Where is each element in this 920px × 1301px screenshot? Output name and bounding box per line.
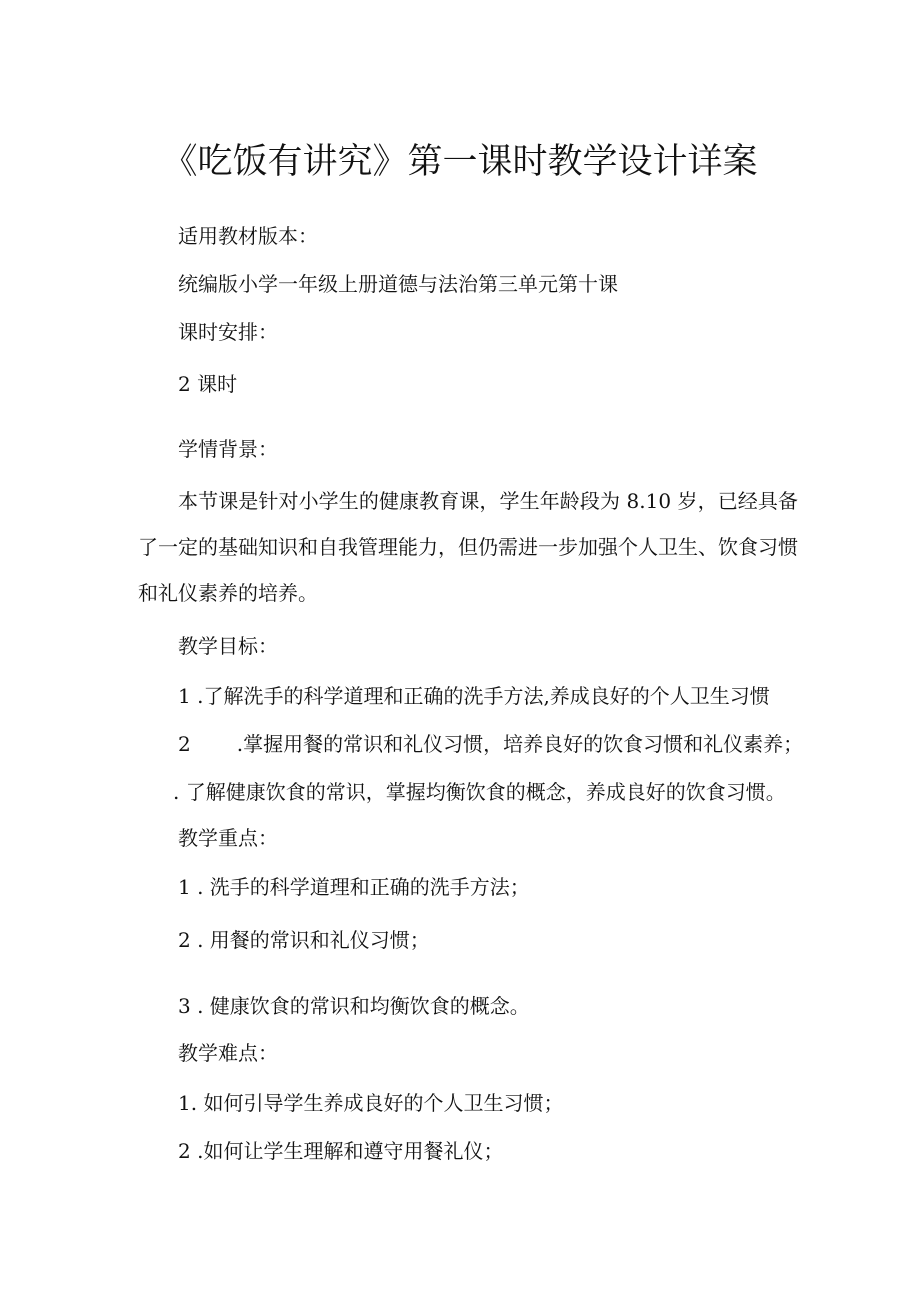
key-points-label: 教学重点： xyxy=(178,826,278,850)
key-point-item-2: 2 . 用餐的常识和礼仪习惯； xyxy=(178,928,430,952)
schedule-label: 课时安排： xyxy=(178,320,278,344)
material-value: 统编版小学一年级上册道德与法治第三单元第十课 xyxy=(178,272,618,296)
objectives-label: 教学目标： xyxy=(178,634,278,658)
objective-item-2-text: .掌握用餐的常识和礼仪习惯，培养良好的饮食习惯和礼仪素养； xyxy=(236,732,804,756)
objective-item-2-number: 2 xyxy=(178,732,191,756)
key-point-item-1: 1 . 洗手的科学道理和正确的洗手方法； xyxy=(178,875,530,899)
key-point-item-3: 3 . 健康饮食的常识和均衡饮食的概念。 xyxy=(178,994,530,1018)
difficulty-item-2: 2 .如何让学生理解和遵守用餐礼仪； xyxy=(178,1139,504,1163)
objective-item-2 xyxy=(178,730,803,758)
background-label: 学情背景： xyxy=(178,437,278,461)
difficulties-label: 教学难点： xyxy=(178,1041,278,1065)
material-label: 适用教材版本： xyxy=(178,224,318,248)
schedule-value: 2 课时 xyxy=(178,372,238,396)
document-title: 《吃饭有讲究》第一课时教学设计详案 xyxy=(162,142,758,182)
objective-item-3: . 了解健康饮食的常识，掌握均衡饮食的概念，养成良好的饮食习惯。 xyxy=(173,780,786,804)
objective-item-1: 1 .了解洗手的科学道理和正确的洗手方法,养成良好的个人卫生习惯 xyxy=(178,684,770,708)
difficulty-item-1: 1. 如何引导学生养成良好的个人卫生习惯； xyxy=(178,1091,564,1115)
background-paragraph: 本节课是针对小学生的健康教育课，学生年龄段为 8.10 岁，已经具备了一定的基础知识和自我管理能力，但仍需进一步加强个人卫生、饮食习惯和礼仪素养的培养。 xyxy=(138,489,798,605)
